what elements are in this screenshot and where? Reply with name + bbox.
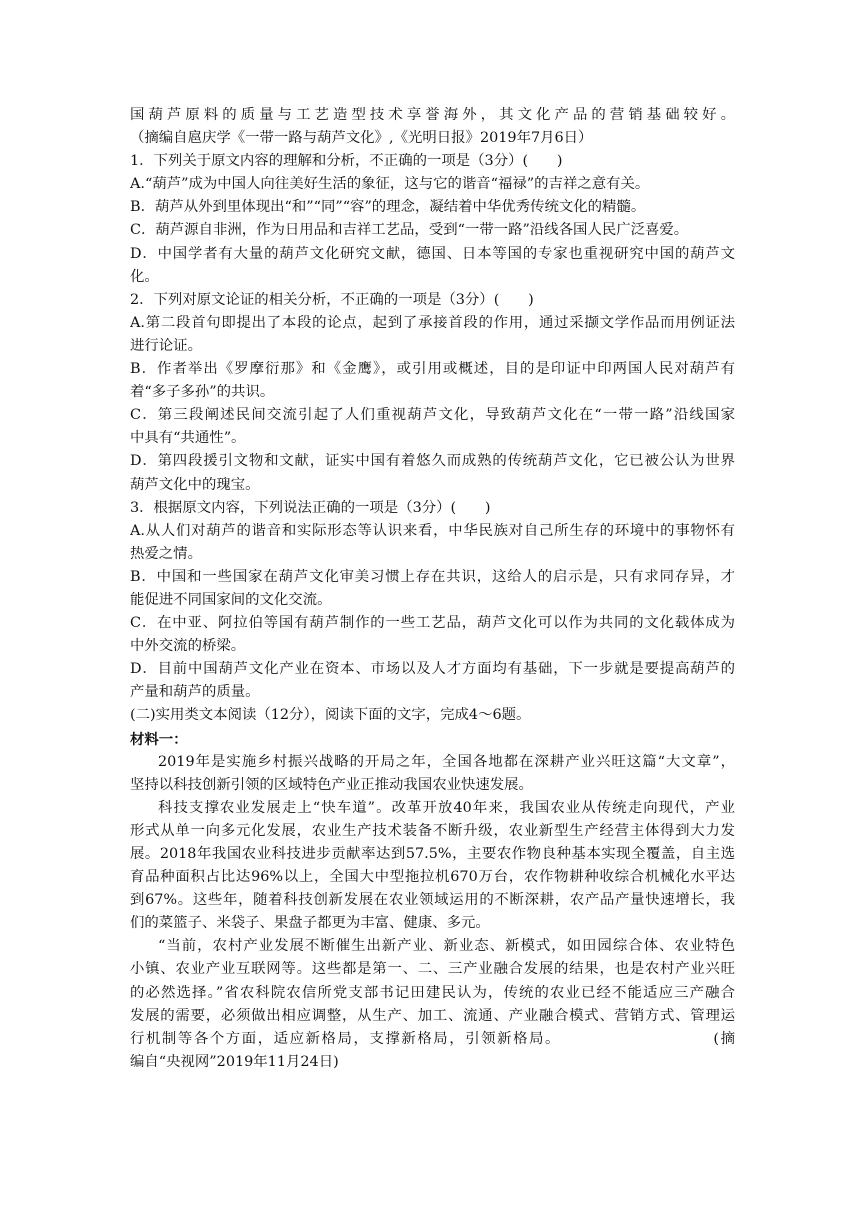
paragraph-2-line: 形式从单一向多元化发展，农业生产技术装备不断升级，农业新型生产经营主体得到大力发 (130, 822, 735, 839)
section-heading: (二)实用类文本阅读（12分），阅读下面的文字，完成4～6题。 (130, 707, 531, 724)
material-label: 材料一： (130, 730, 188, 748)
q2-option-c: C．第三段阐述民间交流引起了人们重视葫芦文化，导致葫芦文化在“一带一路”沿线国家 (130, 407, 735, 424)
paragraph-2-line: 科技支撑农业发展走上“快车道”。改革开放40年来，我国农业从传统走向现代，产业 (158, 799, 735, 816)
text-column (130, 104, 735, 1074)
q2-option-a-cont: 进行论证。 (130, 337, 202, 354)
q2-option-d: D．第四段援引文物和文献，证实中国有着悠久而成熟的传统葫芦文化，它已被公认为世界 (130, 453, 735, 470)
paragraph-1-line: 2019年是实施乡村振兴战略的开局之年，全国各地都在深耕产业兴旺这篇“大文章”， (158, 753, 735, 770)
paragraph-2-line: 育品种面积占比达96%以上，全国大中型拖拉机670万台，农作物耕种收综合机械化水平达 (130, 869, 735, 886)
q2-option-b: B．作者举出《罗摩衍那》和《金鹰》，或引用或概述，目的是印证中印两国人民对葫芦有 (130, 361, 735, 378)
paragraph-2-line: 到67%。这些年，随着科技创新发展在农业领域运用的不断深耕，农产品产量快速增长，我 (130, 892, 735, 909)
paragraph-2-line: 们的菜篮子、米袋子、果盘子都更为丰富、健康、多元。 (130, 915, 490, 932)
q1-option-d-cont: 化。 (130, 268, 159, 285)
intro-citation: （摘编自扈庆学《一带一路与葫芦文化》,《光明日报》2019年7月6日） (130, 130, 593, 147)
q2-option-a: A.第二段首句即提出了本段的论点，起到了承接首段的作用，通过采撷文学作品而用例证法 (130, 314, 735, 331)
q2-option-d-cont: 葫芦文化中的瑰宝。 (130, 476, 260, 493)
source-citation: 编自“央视网”2019年11月24日) (130, 1053, 339, 1070)
q3-option-b-cont: 能促进不同国家间的文化交流。 (130, 591, 332, 608)
q2-option-b-cont: 着“多子多孙”的共识。 (130, 384, 275, 401)
paragraph-1-line: 坚持以科技创新引领的区域特色产业正推动我国农业快速发展。 (130, 776, 533, 793)
q3-stem: 3．根据原文内容，下列说法正确的一项是（3分）( ) (130, 499, 491, 516)
q1-option-b: B．葫芦从外到里体现出“和”“同”“容”的理念，凝结着中华优秀传统文化的精髓。 (130, 199, 646, 216)
paragraph-3-line: 行机制等各个方面，适应新格局，支撑新格局，引领新格局。 (摘 (130, 1030, 735, 1047)
q1-option-c: C．葫芦源自非洲，作为日用品和吉祥工艺品，受到“一带一路”沿线各国人民广泛喜爱。 (130, 222, 689, 239)
paragraph-3-line: 小镇、农业产业互联网等。这些都是第一、二、三产业融合发展的结果，也是农村产业兴旺 (130, 961, 735, 978)
q3-option-a: A.从人们对葫芦的谐音和实际形态等认识来看，中华民族对自己所生存的环境中的事物怀有 (130, 522, 735, 539)
paragraph-2-line: 展。2018年我国农业科技进步贡献率达到57.5%，主要农作物良种基本实现全覆盖，自主选 (130, 846, 735, 862)
q3-option-d: D．目前中国葫芦文化产业在资本、市场以及人才方面均有基础，下一步就是要提高葫芦的 (130, 661, 735, 678)
intro-line: 国葫芦原料的质量与工艺造型技术享誉海外，其文化产品的营销基础较好。 (130, 107, 735, 123)
q3-option-c-cont: 中外交流的桥梁。 (130, 638, 246, 655)
q1-stem: 1．下列关于原文内容的理解和分析，不正确的一项是（3分）( ) (130, 153, 563, 170)
q1-option-a: A.“葫芦”成为中国人向往美好生活的象征，这与它的谐音“福禄”的吉祥之意有关。 (130, 176, 650, 193)
paragraph-3-line: 的必然选择。”省农科院农信所党支部书记田建民认为，传统的农业已经不能适应三产融合 (130, 984, 735, 1001)
q3-option-b: B．中国和一些国家在葫芦文化审美习惯上存在共识，这给人的启示是，只有求同存异，才 (130, 568, 735, 585)
q2-stem: 2．下列对原文论证的相关分析，不正确的一项是（3分）( ) (130, 291, 534, 308)
q3-option-d-cont: 产量和葫芦的质量。 (130, 684, 260, 701)
q3-option-a-cont: 热爱之情。 (130, 545, 202, 562)
q1-option-d: D．中国学者有大量的葫芦文化研究文献，德国、日本等国的专家也重视研究中国的葫芦文 (130, 245, 735, 262)
paragraph-3-line: “当前，农村产业发展不断催生出新产业、新业态、新模式，如田园综合体、农业特色 (158, 938, 735, 955)
q2-option-c-cont: 中具有“共通性”。 (130, 430, 246, 447)
paragraph-3-line: 发展的需要，必须做出相应调整，从生产、加工、流通、产业融合模式、营销方式、管理运 (130, 1007, 735, 1024)
q3-option-c: C．在中亚、阿拉伯等国有葫芦制作的一些工艺品，葫芦文化可以作为共同的文化载体成为 (130, 615, 735, 632)
